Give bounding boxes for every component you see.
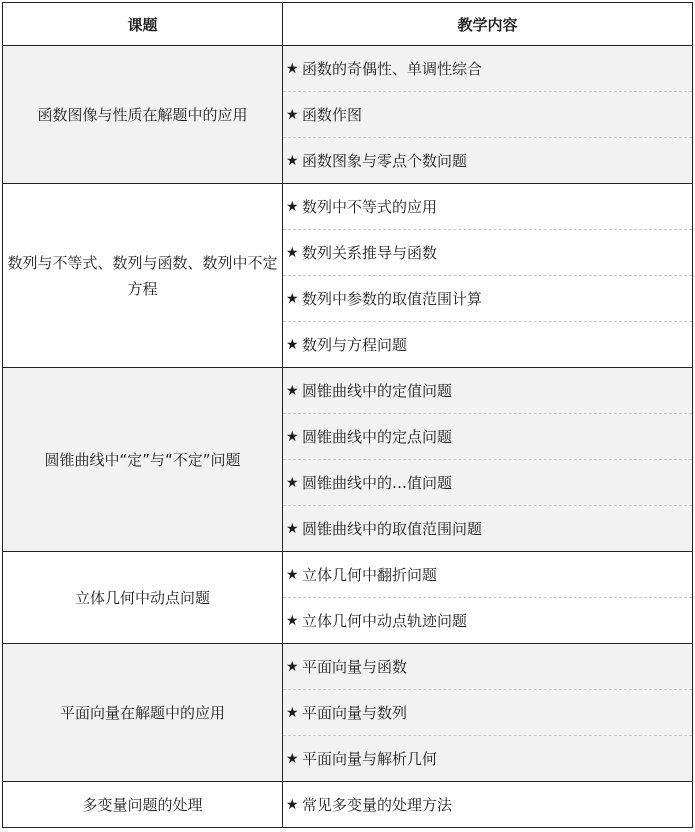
content-item — [283, 690, 692, 736]
content-item — [283, 736, 692, 781]
content-item-label: 立体几何中动点轨迹问题 — [302, 612, 468, 630]
star-icon: ★ — [286, 198, 299, 215]
content-item — [283, 322, 692, 367]
content-item — [283, 46, 692, 92]
content-cell — [283, 46, 693, 184]
table-row — [3, 644, 693, 782]
content-item — [283, 138, 692, 183]
content-item-label: 立体几何中翻折问题 — [302, 566, 438, 584]
star-icon: ★ — [286, 382, 299, 399]
topic-cell: 立体几何中动点问题 — [3, 552, 283, 644]
content-item — [283, 184, 692, 230]
star-icon: ★ — [286, 704, 299, 721]
star-icon: ★ — [286, 152, 299, 169]
star-icon: ★ — [286, 106, 299, 123]
star-icon: ★ — [286, 658, 299, 675]
table-row — [3, 46, 693, 184]
table-row — [3, 184, 693, 368]
topic-cell: 函数图像与性质在解题中的应用 — [3, 46, 283, 184]
content-item — [283, 552, 692, 598]
content-cell — [283, 552, 693, 644]
star-icon: ★ — [286, 612, 299, 629]
table-row — [3, 368, 693, 552]
content-item — [283, 414, 692, 460]
content-cell — [283, 782, 693, 828]
course-table — [2, 2, 693, 828]
table-row — [3, 782, 693, 828]
content-item-label: 平面向量与解析几何 — [302, 750, 438, 768]
star-icon: ★ — [286, 244, 299, 261]
star-icon: ★ — [286, 60, 299, 77]
content-item-label: 函数的奇偶性、单调性综合 — [302, 60, 483, 78]
header-topic: 课题 — [3, 3, 283, 46]
content-item-label: 圆锥曲线中的定点问题 — [302, 428, 453, 446]
content-item — [283, 782, 692, 827]
content-item-label: 数列中参数的取值范围计算 — [302, 290, 483, 308]
table-body — [3, 46, 693, 828]
content-cell — [283, 368, 693, 552]
table-row — [3, 552, 693, 644]
content-item — [283, 92, 692, 138]
content-cell — [283, 644, 693, 782]
topic-cell: 多变量问题的处理 — [3, 782, 283, 828]
topic-cell: 圆锥曲线中“定”与“不定”问题 — [3, 368, 283, 552]
star-icon: ★ — [286, 796, 299, 813]
content-item-label: 常见多变量的处理方法 — [302, 796, 453, 814]
star-icon: ★ — [286, 428, 299, 445]
content-item — [283, 506, 692, 551]
content-item-label: 圆锥曲线中的定值问题 — [302, 382, 453, 400]
topic-cell: 平面向量在解题中的应用 — [3, 644, 283, 782]
star-icon: ★ — [286, 520, 299, 537]
content-item — [283, 276, 692, 322]
content-cell — [283, 184, 693, 368]
course-table-container — [2, 2, 692, 828]
star-icon: ★ — [286, 750, 299, 767]
content-item-label: 数列关系推导与函数 — [302, 244, 438, 262]
content-item — [283, 230, 692, 276]
content-item-label: 函数图象与零点个数问题 — [302, 152, 468, 170]
content-item-label: 函数作图 — [302, 106, 363, 124]
content-item-label: 数列与方程问题 — [302, 336, 408, 354]
content-item — [283, 598, 692, 643]
content-item-label: 圆锥曲线中的…值问题 — [302, 474, 453, 492]
star-icon: ★ — [286, 566, 299, 583]
content-item — [283, 460, 692, 506]
content-item-label: 圆锥曲线中的取值范围问题 — [302, 520, 483, 538]
star-icon: ★ — [286, 336, 299, 353]
header-content: 教学内容 — [283, 3, 693, 46]
content-item — [283, 368, 692, 414]
content-item-label: 平面向量与数列 — [302, 704, 408, 722]
star-icon: ★ — [286, 474, 299, 491]
content-item — [283, 644, 692, 690]
star-icon: ★ — [286, 290, 299, 307]
topic-cell: 数列与不等式、数列与函数、数列中不定方程 — [3, 184, 283, 368]
content-item-label: 平面向量与函数 — [302, 658, 408, 676]
content-item-label: 数列中不等式的应用 — [302, 198, 438, 216]
